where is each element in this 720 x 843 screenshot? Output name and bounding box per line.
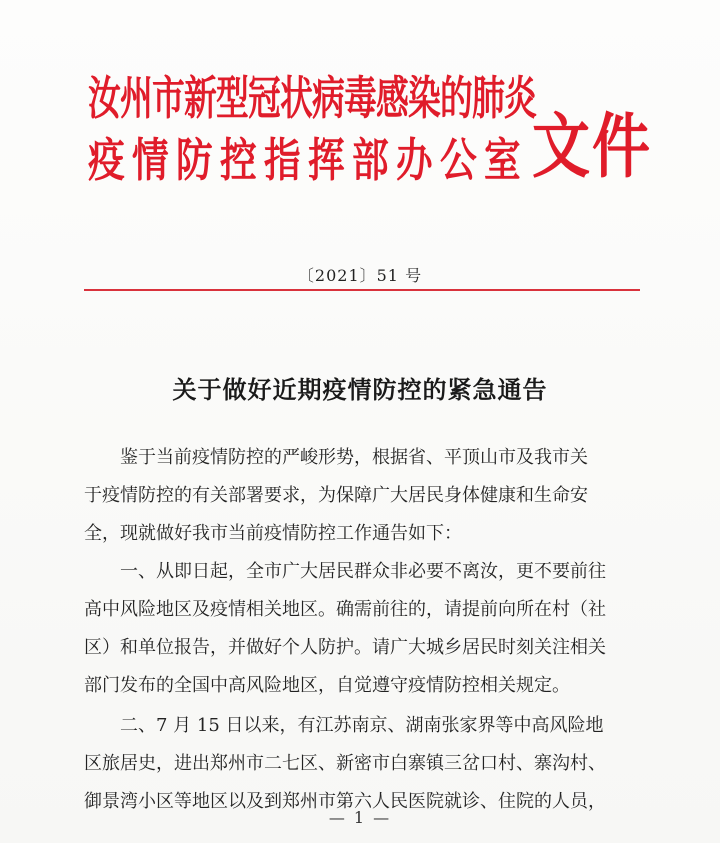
body-line: 部门发布的全国中高风险地区，自觉遵守疫情防控相关规定。 [84, 675, 570, 696]
header-title-line-1: 汝州市新型冠状病毒感染的肺炎 [88, 71, 536, 126]
body-line: 区旅居史，进出郑州市二七区、新密市白寨镇三岔口村、寨沟村、 [84, 753, 606, 774]
body-line: 御景湾小区等地区以及到郑州市第六人民医院就诊、住院的人员， [84, 791, 606, 812]
body-line: 区）和单位报告，并做好个人防护。请广大城乡居民时刻关注相关 [84, 637, 606, 658]
notice-title: 关于做好近期疫情防控的紧急通告 [172, 375, 548, 404]
red-divider-rule [84, 289, 640, 291]
body-line: 于疫情防控的有关部署要求，为保障广大居民身体健康和生命安 [84, 485, 588, 506]
page-number: — 1 — [328, 808, 392, 827]
header-title-line-2: 疫情防控指挥部办公室 [88, 133, 528, 188]
body-line: 高中风险地区及疫情相关地区。确需前往的，请提前向所在村（社 [84, 599, 606, 620]
header-suffix: 文件 [532, 105, 653, 188]
body-line: 二、7 月 15 日以来，有江苏南京、湖南张家界等中高风险地 [84, 715, 604, 736]
body-line: 鉴于当前疫情防控的严峻形势，根据省、平顶山市及我市关 [84, 447, 588, 468]
red-header [88, 62, 653, 202]
body-line: 全，现就做好我市当前疫情防控工作通告如下： [84, 523, 462, 544]
body-line: 一、从即日起，全市广大居民群众非必要不离汝，更不要前往 [84, 561, 606, 582]
document-number: 〔2021〕51 号 [297, 266, 423, 285]
